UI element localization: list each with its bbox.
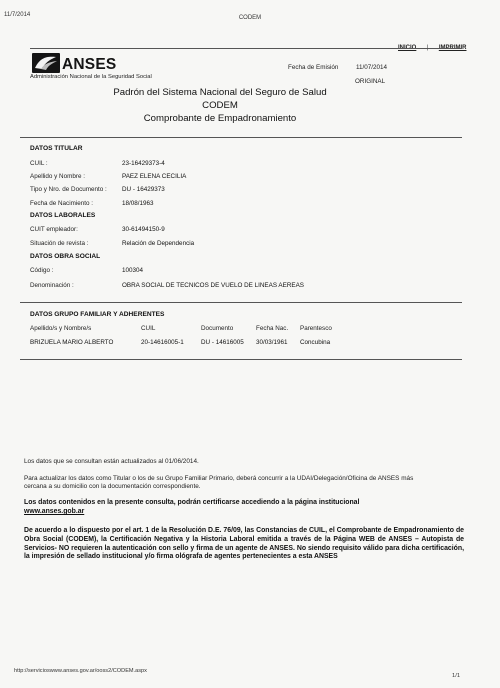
title-codem: CODEM (202, 100, 238, 111)
row-nombre: BRIZUELA MARIO ALBERTO (30, 339, 114, 346)
certification-note: Los datos contenidos en la presente consulta, podrán certificarse accediendo a la página institucional (24, 499, 360, 506)
imprimir-link[interactable]: IMPRIMIR (438, 45, 467, 51)
documento-label: Tipo y Nro. de Documento : (30, 186, 107, 193)
page-number: 1/1 (452, 673, 461, 679)
obra-social-divider (20, 302, 462, 303)
anses-website-link[interactable]: www.anses.gob.ar (24, 508, 85, 515)
footer-url: http://servicioswww.anses.gov.ar/ooss2/CODEM.aspx (14, 668, 147, 674)
emission-label: Fecha de Emisión (288, 64, 339, 71)
title-divider (20, 137, 462, 138)
codigo-label: Código : (30, 267, 54, 274)
legal-disclaimer: De acuerdo a lo dispuesto por el art. 1 de la Resolución D.E. 76/09, las Constancias de CUIL, el Comprobante de Empadronamiento de Obra Social (CODEM), la Certificación Negativa y la Historia Laboral emitida a través de la Página WEB de ANSES – Autopista de Servicios- NO requieren la autenticación con sello y firma de un agente de ANSES. No siendo requisito válido para dicha certificación, la impresión de sellado institucional y/o firma ológrafa de agentes pertenecientes a esta ANSES (24, 527, 464, 561)
top-nav (398, 36, 466, 54)
emission-date: 11/07/2014 (356, 64, 388, 71)
col-parentesco-header: Parentesco (300, 325, 332, 332)
brand-logo-text: ANSES (62, 56, 117, 73)
familiar-heading: DATOS GRUPO FAMILIAR Y ADHERENTES (30, 311, 165, 318)
nav-separator: | (426, 45, 429, 51)
cuil-label: CUIL : (30, 160, 48, 167)
title-block (20, 87, 420, 126)
title-padron: Padrón del Sistema Nacional del Seguro de Salud (113, 87, 327, 98)
documento-value: DU - 16429373 (122, 186, 165, 193)
anses-logo-icon (32, 53, 60, 73)
inicio-link[interactable]: INICIO (398, 45, 417, 51)
col-documento-header: Documento (201, 325, 234, 332)
familiar-divider (20, 359, 462, 360)
situacion-label: Situación de revista : (30, 240, 89, 247)
codigo-value: 100304 (122, 267, 144, 274)
nacimiento-value: 18/08/1963 (122, 200, 154, 207)
nacimiento-label: Fecha de Nacimiento : (30, 200, 93, 207)
update-info-line2: cercana a su domicilio con la documentación correspondiente. (24, 483, 201, 490)
update-info-line1: Para actualizar los datos como Titular o los de su Grupo Familiar Primario, deberá concurrir a la UDAI/Delegación/Oficina de ANSES más (24, 475, 414, 482)
titular-heading: DATOS TITULAR (30, 145, 83, 152)
col-cuil-header: CUIL (141, 325, 156, 332)
row-parentesco: Concubina (300, 339, 331, 346)
row-documento: DU - 14616005 (201, 339, 244, 346)
obra-social-heading: DATOS OBRA SOCIAL (30, 253, 101, 260)
denominacion-label: Denominación : (30, 282, 74, 289)
original-badge: ORIGINAL (355, 78, 386, 85)
cuit-value: 30-61494150-9 (122, 226, 165, 233)
nombre-value: PAEZ ELENA CECILIA (122, 173, 187, 180)
brand-subtitle: Administración Nacional de la Seguridad Social (30, 74, 152, 80)
row-fecha: 30/03/1961 (256, 339, 288, 346)
col-nombre-header: Apellido/s y Nombre/s (30, 325, 92, 332)
header-divider (30, 48, 462, 49)
situacion-value: Relación de Dependencia (122, 240, 195, 247)
print-date: 11/7/2014 (4, 12, 31, 18)
cuil-value: 23-16429373-4 (122, 160, 165, 167)
cuit-label: CUIT empleador: (30, 226, 78, 233)
print-title: CODEM (238, 15, 262, 21)
nombre-label: Apellido y Nombre : (30, 173, 85, 180)
laborales-heading: DATOS LABORALES (30, 212, 96, 219)
col-fecha-header: Fecha Nac. (256, 325, 289, 332)
title-comprobante: Comprobante de Empadronamiento (143, 113, 297, 124)
denominacion-value: OBRA SOCIAL DE TECNICOS DE VUELO DE LINEAS AEREAS (122, 282, 304, 289)
row-cuil: 20-14616005-1 (141, 339, 184, 346)
updated-note: Los datos que se consultan están actualizados al 01/06/2014. (24, 458, 199, 465)
